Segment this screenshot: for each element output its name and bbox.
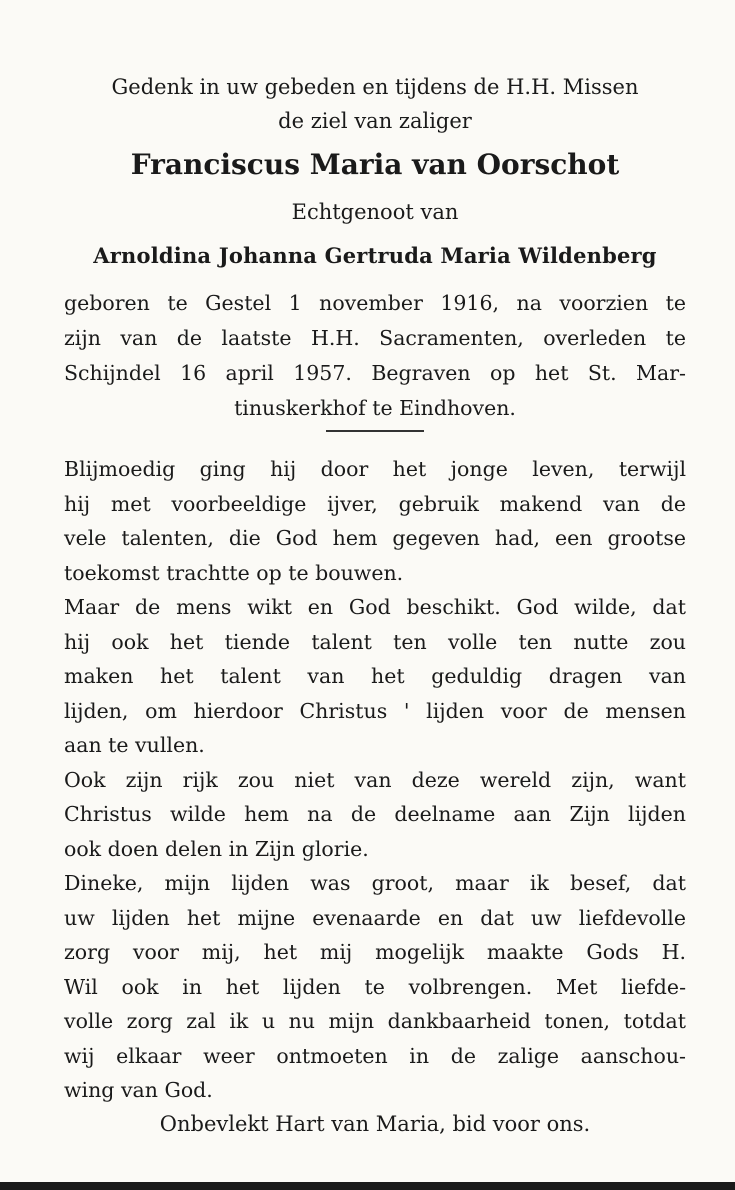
text-line: uw lijden het mijne evenaarde en dat uw liefdevolle (64, 905, 686, 930)
intro-line: Gedenk in uw gebeden en tijdens de H.H. Missen (111, 75, 639, 99)
text-line: aan te vullen. (64, 733, 205, 757)
text-line: Blijmoedig ging hij door het jonge leven, terwijl (64, 457, 686, 481)
birth-death-line: zijn van de laatste H.H. Sacramenten, overleden te (64, 326, 686, 350)
text-line: wing van God. (64, 1078, 213, 1102)
text-line: toekomst trachtte op te bouwen. (64, 560, 404, 585)
text-line: Dineke, mijn lijden was groot, maar ik besef, dat (64, 871, 686, 895)
text-line: Ook zijn rijk zou niet van deze wereld zijn, want (64, 767, 686, 792)
text-line: vele talenten, die God hem gegeven had, een grootse (64, 526, 686, 550)
birth-death-line: tinuskerkhof te Eindhoven. (234, 396, 516, 420)
text-line: lijden, om hierdoor Christus ' lijden voor de mensen (64, 698, 686, 723)
closing-prayer: Onbevlekt Hart van Maria, bid voor ons. (159, 1112, 591, 1136)
card-bottom-edge (0, 1182, 735, 1190)
text-line: wij elkaar weer ontmoeten in de zalige aanschou- (64, 1043, 686, 1068)
text-line: volle zorg zal ik u nu mijn dankbaarheid tonen, totdat (64, 1009, 686, 1033)
birth-death-details (64, 286, 686, 426)
birth-death-line: geboren te Gestel 1 november 1916, na voorzien te (64, 291, 686, 315)
text-line: Christus wilde hem na de deelname aan Zijn lijden (64, 802, 686, 826)
intro-line: de ziel van zaliger (278, 109, 472, 133)
spouse-name: Arnoldina Johanna Gertruda Maria Wildenberg (93, 243, 657, 268)
spouse-label: Echtgenoot van (291, 200, 459, 224)
divider-rule (326, 430, 424, 432)
text-line: zorg voor mij, het mij mogelijk maakte Gods H. (64, 940, 686, 964)
text-line: ook doen delen in Zijn glorie. (64, 836, 369, 861)
birth-death-line: Schijndel 16 april 1957. Begraven op het St. Mar- (64, 361, 686, 385)
intro-text (40, 70, 710, 138)
text-line: hij met voorbeeldige ijver, gebruik makend van de (64, 491, 686, 516)
memorial-text (64, 452, 686, 1108)
deceased-name: Franciscus Maria van Oorschot (130, 148, 620, 181)
text-line: Maar de mens wikt en God beschikt. God wilde, dat (64, 595, 686, 619)
text-line: hij ook het tiende talent ten volle ten nutte zou (64, 629, 686, 654)
text-line: maken het talent van het geduldig dragen van (64, 664, 686, 688)
text-line: Wil ook in het lijden te volbrengen. Met liefde- (64, 974, 686, 999)
